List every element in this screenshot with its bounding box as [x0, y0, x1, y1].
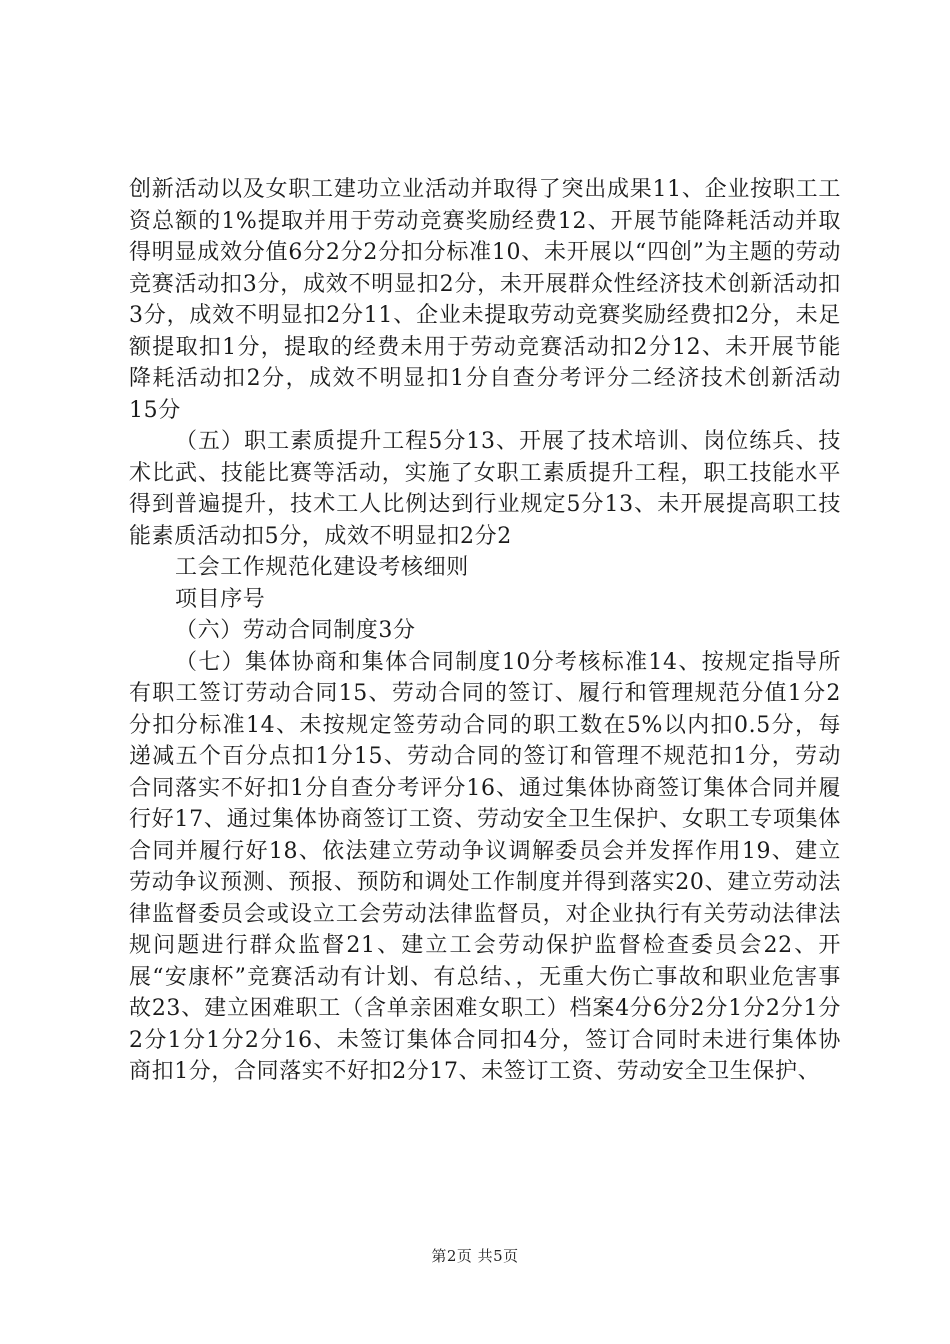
page-number-footer: 第2页 共5页 [431, 1247, 519, 1265]
paragraph-section-5: （五）职工素质提升工程5分13、开展了技术培训、岗位练兵、技术比武、技能比赛等活动，实施了女职工素质提升工程，职工技能水平得到普遍提升，技术工人比例达到行业规定5分13、未开展提高职工技能素质活动扣5分，成效不明显扣2分2 [129, 429, 841, 549]
paragraph-item-number: 项目序号 [175, 586, 266, 612]
paragraph-rules-title: 工会工作规范化建设考核细则 [175, 555, 469, 580]
paragraph-section-6: （六）劳动合同制度3分 [175, 618, 416, 643]
paragraph-continuation: 创新活动以及女职工建功立业活动并取得了突出成果11、企业按职工工资总额的1%提取并用于劳动竞赛奖励经费12、开展节能降耗活动并取得明显成效分值6分2分2分扣分标准10、未开展以“四创”为主题的劳动竞赛活动扣3分，成效不明显扣2分，未开展群众性经济技术创新活动扣3分，成效不明显扣2分11、企业未提取劳动竞赛奖励经费扣2分，未足额提取扣1分，提取的经费未用于劳动竞赛活动扣2分12、未开展节能降耗活动扣2分，成效不明显扣1分自查分考评分二经济技术创新活动15分 [129, 177, 841, 423]
paragraph-section-7: （七）集体协商和集体合同制度10分考核标准14、按规定指导所有职工签订劳动合同15、劳动合同的签订、履行和管理规范分值1分2分扣分标准14、未按规定签劳动合同的职工数在5%以内扣0.5分，每递减五个百分点扣1分15、劳动合同的签订和管理不规范扣1分，劳动合同落实不好扣1分自查分考评分16、通过集体协商签订集体合同并履行好17、通过集体协商签订工资、劳动安全卫生保护、女职工专项集体合同并履行好18、依法建立劳动争议调解委员会并发挥作用19、建立劳动争议预测、预报、预防和调处工作制度并得到落实20、建立劳动法律监督委员会或设立工会劳动法律监督员，对企业执行有关劳动法律法规问题进行群众监督21、建立工会劳动保护监督检查委员会22、开展“安康杯”竞赛活动有计划、有总结、，无重大伤亡事故和职业危害事故23、建立困难职工（含单亲困难女职工）档案4分6分2分1分2分1分2分1分1分2分16、未签订集体合同扣4分，签订合同时未进行集体协商扣1分，合同落实不好扣2分17、未签订工资、劳动安全卫生保护、 [129, 649, 841, 1084]
document-body [129, 174, 841, 1088]
